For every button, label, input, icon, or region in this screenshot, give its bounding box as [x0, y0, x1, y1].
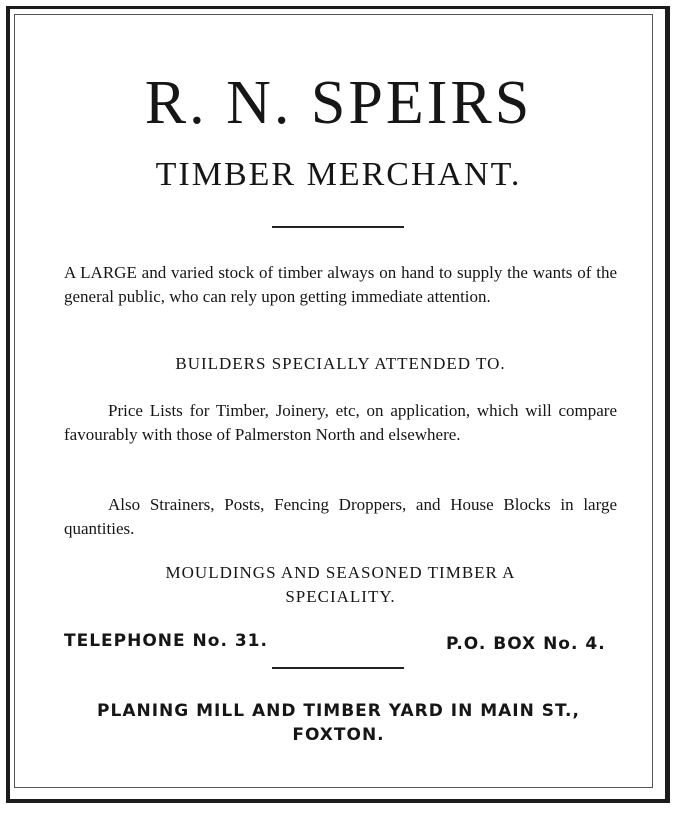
paragraph-price-lists: Price Lists for Timber, Joinery, etc, on application, which will compare favourably with those of Palmerston North and elsewhere.	[64, 401, 617, 444]
business-name: R. N. SPEIRS	[144, 69, 533, 137]
speciality-line-2: SPECIALITY.	[285, 587, 396, 606]
paragraph-strainers: Also Strainers, Posts, Fencing Droppers, and House Blocks in large quantities.	[64, 495, 617, 538]
paragraph-stock: A LARGE and varied stock of timber always on hand to supply the wants of the general public, who can rely upon getting immediate attention.	[64, 263, 617, 306]
builders-line: BUILDERS SPECIALLY ATTENDED TO.	[175, 354, 506, 373]
business-trade: TIMBER MERCHANT.	[155, 156, 522, 193]
address-line-1: PLANING MILL AND TIMBER YARD IN MAIN ST.,	[97, 701, 580, 721]
speciality-line-1: MOULDINGS AND SEASONED TIMBER A	[165, 563, 516, 582]
divider-top	[272, 226, 404, 228]
divider-bottom	[272, 667, 404, 669]
telephone-number: TELEPHONE No. 31.	[64, 631, 268, 651]
address-line-2: FOXTON.	[292, 725, 385, 745]
po-box-number: P.O. BOX No. 4.	[446, 634, 606, 654]
